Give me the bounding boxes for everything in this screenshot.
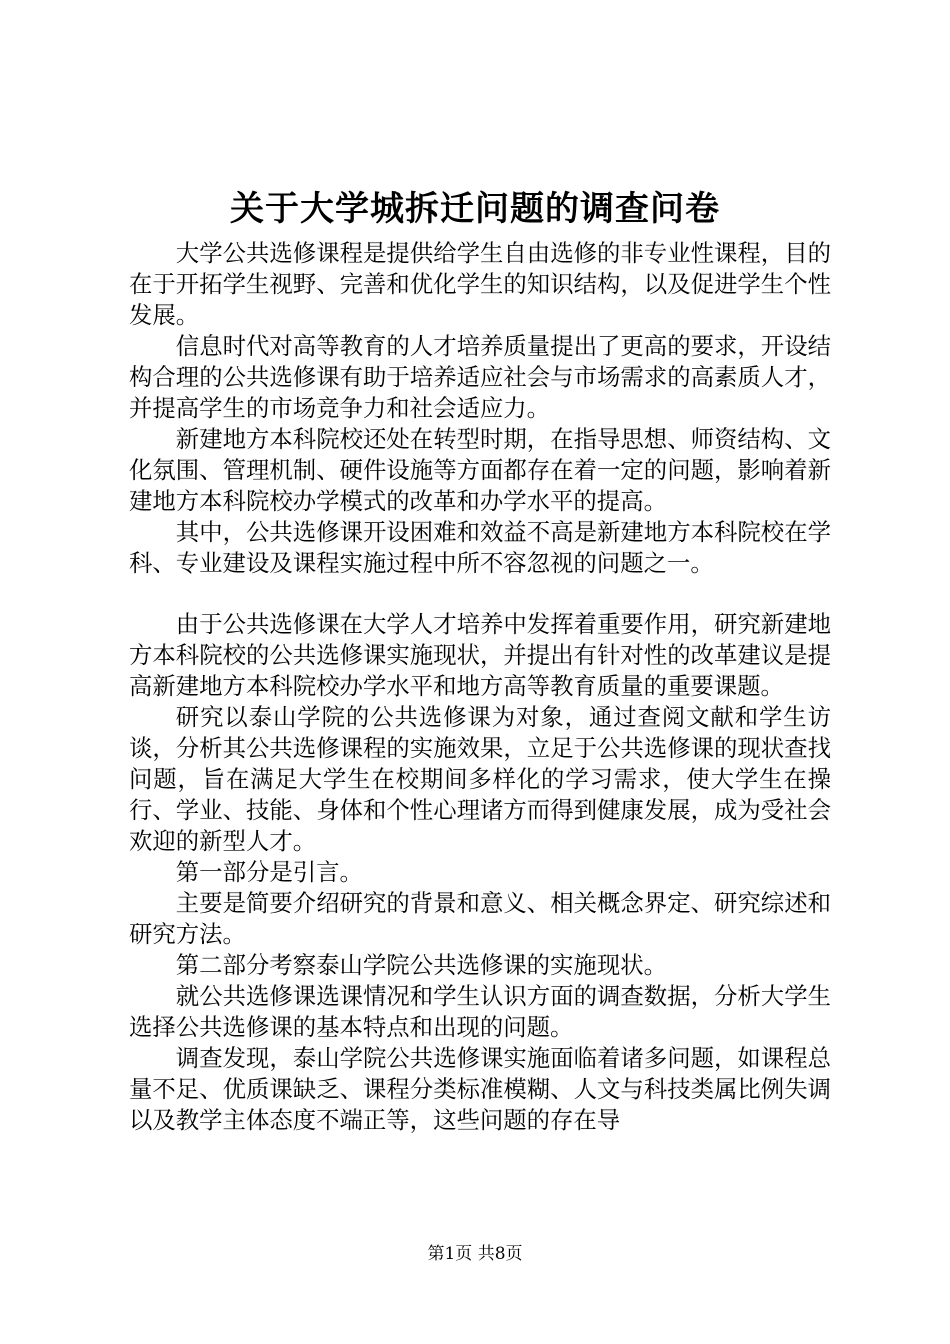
paragraph: 其中，公共选修课开设困难和效益不高是新建地方本科院校在学科、专业建设及课程实施过程中所不容忽视的问题之一。: [129, 518, 831, 577]
paragraph: 第一部分是引言。: [175, 858, 363, 886]
paragraph: 就公共选修课选课情况和学生认识方面的调查数据，分析大学生选择公共选修课的基本特点和出现的问题。: [129, 982, 831, 1041]
paragraph: 主要是简要介绍研究的背景和意义、相关概念界定、研究综述和研究方法。: [129, 889, 831, 948]
paragraph: 第二部分考察泰山学院公共选修课的实施现状。: [175, 951, 667, 979]
document-body: [129, 238, 831, 1136]
document-title: 关于大学城拆迁问题的调查问卷: [230, 189, 720, 229]
paragraph: 新建地方本科院校还处在转型时期，在指导思想、师资结构、文化氛围、管理机制、硬件设施等方面都存在着一定的问题，影响着新建地方本科院校办学模式的改革和办学水平的提高。: [129, 425, 831, 515]
paragraph: 研究以泰山学院的公共选修课为对象，通过查阅文献和学生访谈，分析其公共选修课程的实施效果，立足于公共选修课的现状查找问题，旨在满足大学生在校期间多样化的学习需求，使大学生在操行、学业、技能、身体和个性心理诸方而得到健康发展，成为受社会欢迎的新型人才。: [129, 703, 831, 855]
paragraph: 由于公共选修课在大学人才培养中发挥着重要作用，研究新建地方本科院校的公共选修课实施现状，并提出有针对性的改革建议是提高新建地方本科院校办学水平和地方高等教育质量的重要课题。: [129, 610, 831, 700]
paragraph: 信息时代对高等教育的人才培养质量提出了更高的要求，开设结构合理的公共选修课有助于培养适应社会与市场需求的高素质人才，并提高学生的市场竞争力和社会适应力。: [129, 332, 831, 422]
paragraph: 调查发现，泰山学院公共选修课实施面临着诸多问题，如课程总量不足、优质课缺乏、课程分类标准模糊、人文与科技类属比例失调以及教学主体态度不端正等，这些问题的存在导: [129, 1044, 831, 1134]
paragraph: 大学公共选修课程是提供给学生自由选修的非专业性课程，目的在于开拓学生视野、完善和优化学生的知识结构，以及促进学生个性发展。: [129, 239, 831, 329]
page-footer: 第1页 共8页: [427, 1244, 523, 1264]
